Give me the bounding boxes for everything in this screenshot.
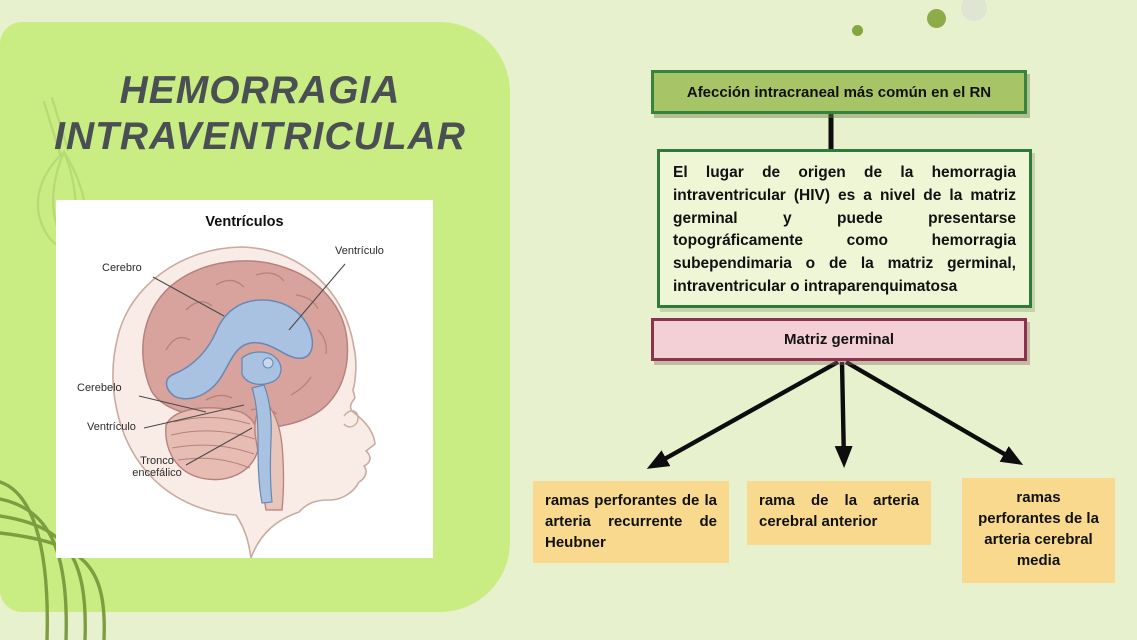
foramen-circle	[263, 358, 273, 368]
flowchart-leaf-cerebral-media: ramas perforantes de la arteria cerebral media	[962, 478, 1115, 583]
third-ventricle-shape	[242, 352, 281, 384]
decor-dot-pale	[961, 0, 987, 21]
flowchart-leaf-cerebral-anterior: rama de la arteria cerebral anterior	[747, 481, 931, 545]
page-title-line1: HEMORRAGIA	[119, 69, 401, 112]
decor-dot-medium	[927, 9, 946, 28]
figure-label-ventriculo-inferior: Ventrículo	[87, 421, 136, 433]
flowchart-node-top: Afección intracraneal más común en el RN	[651, 70, 1027, 114]
figure-label-cerebro: Cerebro	[102, 262, 142, 274]
flowchart-node-matriz-germinal: Matriz germinal	[651, 318, 1027, 361]
figure-label-ventriculo-superior: Ventrículo	[335, 245, 384, 257]
flowchart-leaf-heubner: ramas perforantes de la arteria recurrente de Heubner	[533, 481, 729, 563]
decor-dot-small	[852, 25, 863, 36]
figure-label-cerebelo: Cerebelo	[77, 382, 122, 394]
page-title-line2: INTRAVENTRICULAR	[54, 115, 466, 159]
flowchart-node-description: El lugar de origen de la hemorragia intraventricular (HIV) es a nivel de la matriz germinal y puede presentarse topográficamente como hemorragia subependimaria o de la matriz germinal, intraventricular o intraparenquimatosa	[657, 149, 1032, 308]
figure-label-tronco-encefalico: Tronco encefálico	[132, 455, 182, 479]
figure-title: Ventrículos	[205, 214, 284, 230]
anatomy-figure	[56, 200, 433, 558]
page-title	[30, 68, 490, 160]
